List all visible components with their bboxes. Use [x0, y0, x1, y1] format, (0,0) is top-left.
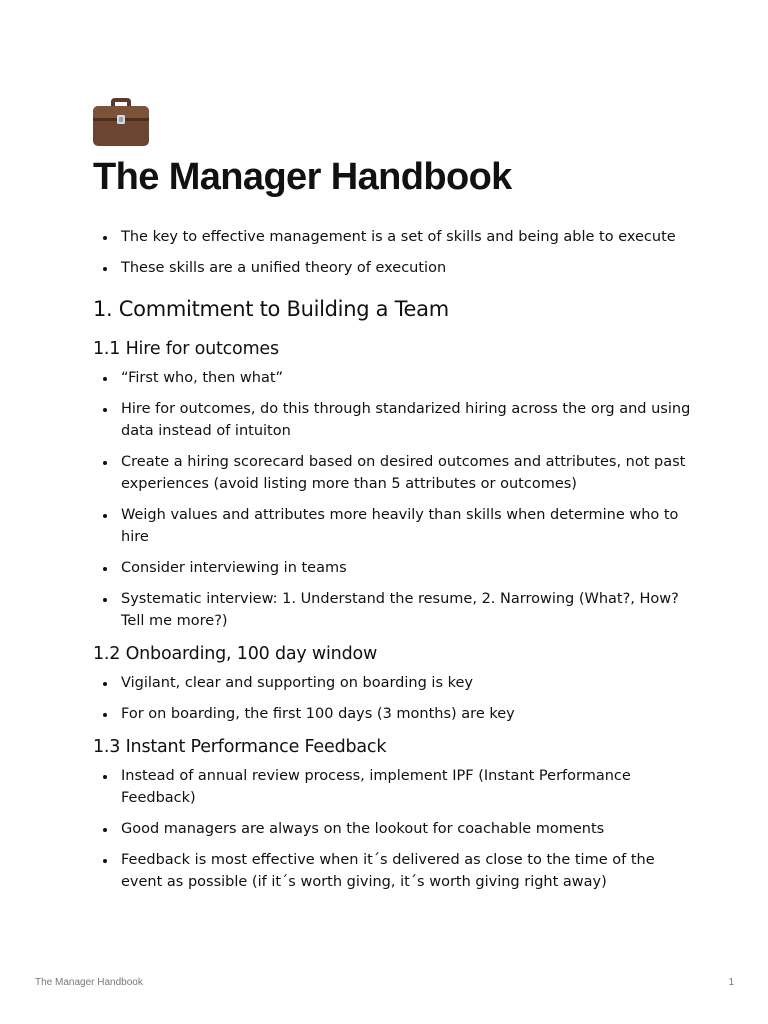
list-item: Create a hiring scorecard based on desired outcomes and attributes, not past experiences (avoid listing more than 5 attributes or outcomes) — [93, 451, 693, 495]
list-item: These skills are a unified theory of execution — [93, 257, 693, 279]
list-item: Feedback is most effective when it´s delivered as close to the time of the event as possible (if it´s worth giving, it´s worth giving right away) — [93, 849, 693, 893]
list-item: Good managers are always on the lookout for coachable moments — [93, 818, 693, 840]
list-item: Systematic interview: 1. Understand the resume, 2. Narrowing (What?, How? Tell me more?) — [93, 588, 693, 632]
briefcase-icon — [92, 96, 150, 148]
list-item: Instead of annual review process, implement IPF (Instant Performance Feedback) — [93, 765, 693, 809]
list-item: For on boarding, the first 100 days (3 months) are key — [93, 703, 693, 725]
section-heading: 1. Commitment to Building a Team — [93, 297, 449, 321]
subsection-heading: 1.2 Onboarding, 100 day window — [93, 644, 378, 664]
list-item: Weigh values and attributes more heavily than skills when determine who to hire — [93, 504, 693, 548]
list-item: “First who, then what” — [93, 367, 693, 389]
document-body — [93, 96, 693, 902]
intro-list — [93, 226, 693, 279]
onboarding-list — [93, 672, 693, 725]
page-number: 1 — [728, 977, 734, 988]
subsection-heading: 1.1 Hire for outcomes — [93, 339, 279, 359]
list-item: Vigilant, clear and supporting on boarding is key — [93, 672, 693, 694]
feedback-list — [93, 765, 693, 893]
hire-list — [93, 367, 693, 632]
list-item: Consider interviewing in teams — [93, 557, 693, 579]
subsection-heading: 1.3 Instant Performance Feedback — [93, 737, 387, 757]
page-title: The Manager Handbook — [93, 156, 512, 198]
list-item: The key to effective management is a set of skills and being able to execute — [93, 226, 693, 248]
footer-title: The Manager Handbook — [35, 977, 143, 988]
list-item: Hire for outcomes, do this through standarized hiring across the org and using data instead of intuiton — [93, 398, 693, 442]
